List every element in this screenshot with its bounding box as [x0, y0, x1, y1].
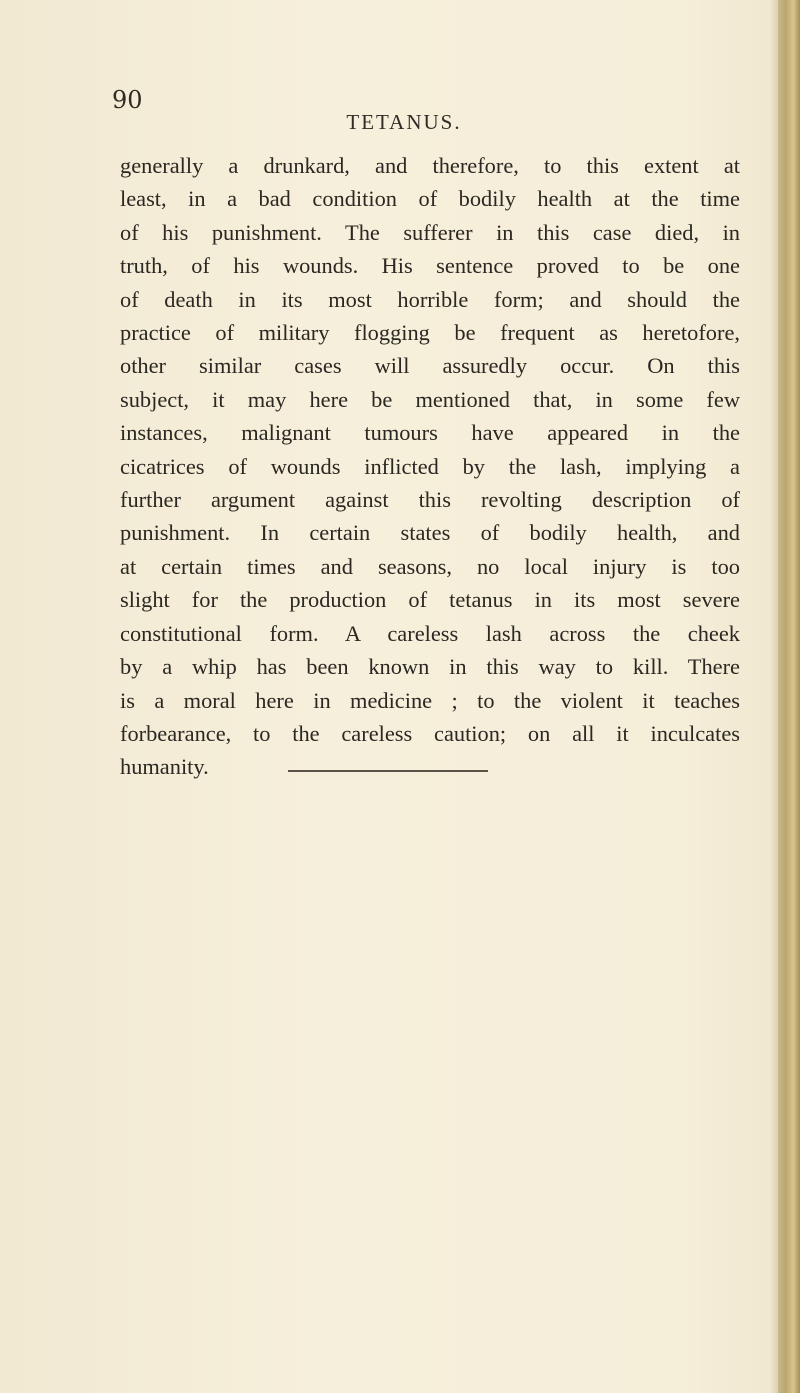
text-line: at certain times and seasons, no local injury is too	[120, 553, 740, 579]
text-line: humanity.	[120, 754, 209, 780]
text-line: of his punishment. The sufferer in this case died, in	[120, 219, 740, 245]
page-gutter-shadow	[770, 0, 778, 1393]
text-line: punishment. In certain states of bodily health, and	[120, 520, 740, 546]
text-line: truth, of his wounds. His sentence proved to be one	[120, 253, 740, 279]
text-line: cicatrices of wounds inflicted by the lash, implying a	[120, 453, 740, 479]
section-divider-rule	[288, 770, 488, 772]
text-line: constitutional form. A careless lash across the cheek	[120, 620, 740, 646]
page-number: 90	[112, 86, 143, 114]
text-line: slight for the production of tetanus in its most severe	[120, 587, 740, 613]
text-line: by a whip has been known in this way to kill. There	[120, 654, 740, 680]
text-line: forbearance, to the careless caution; on all it inculcates	[120, 720, 740, 746]
page-edge	[778, 0, 800, 1393]
text-line: practice of military flogging be frequent as heretofore,	[120, 320, 740, 346]
text-line: subject, it may here be mentioned that, in some few	[120, 386, 740, 412]
text-line: generally a drunkard, and therefore, to this extent at	[120, 153, 740, 178]
text-line: of death in its most horrible form; and should the	[120, 286, 740, 312]
text-line: least, in a bad condition of bodily health at the time	[120, 186, 740, 212]
text-line: further argument against this revolting description of	[120, 487, 740, 513]
text-line: instances, malignant tumours have appeared in the	[120, 420, 740, 446]
body-paragraph	[120, 149, 740, 784]
running-head: TETANUS.	[346, 110, 462, 134]
text-line: other similar cases will assuredly occur. On this	[120, 353, 740, 379]
text-line: is a moral here in medicine ; to the violent it teaches	[120, 687, 740, 713]
